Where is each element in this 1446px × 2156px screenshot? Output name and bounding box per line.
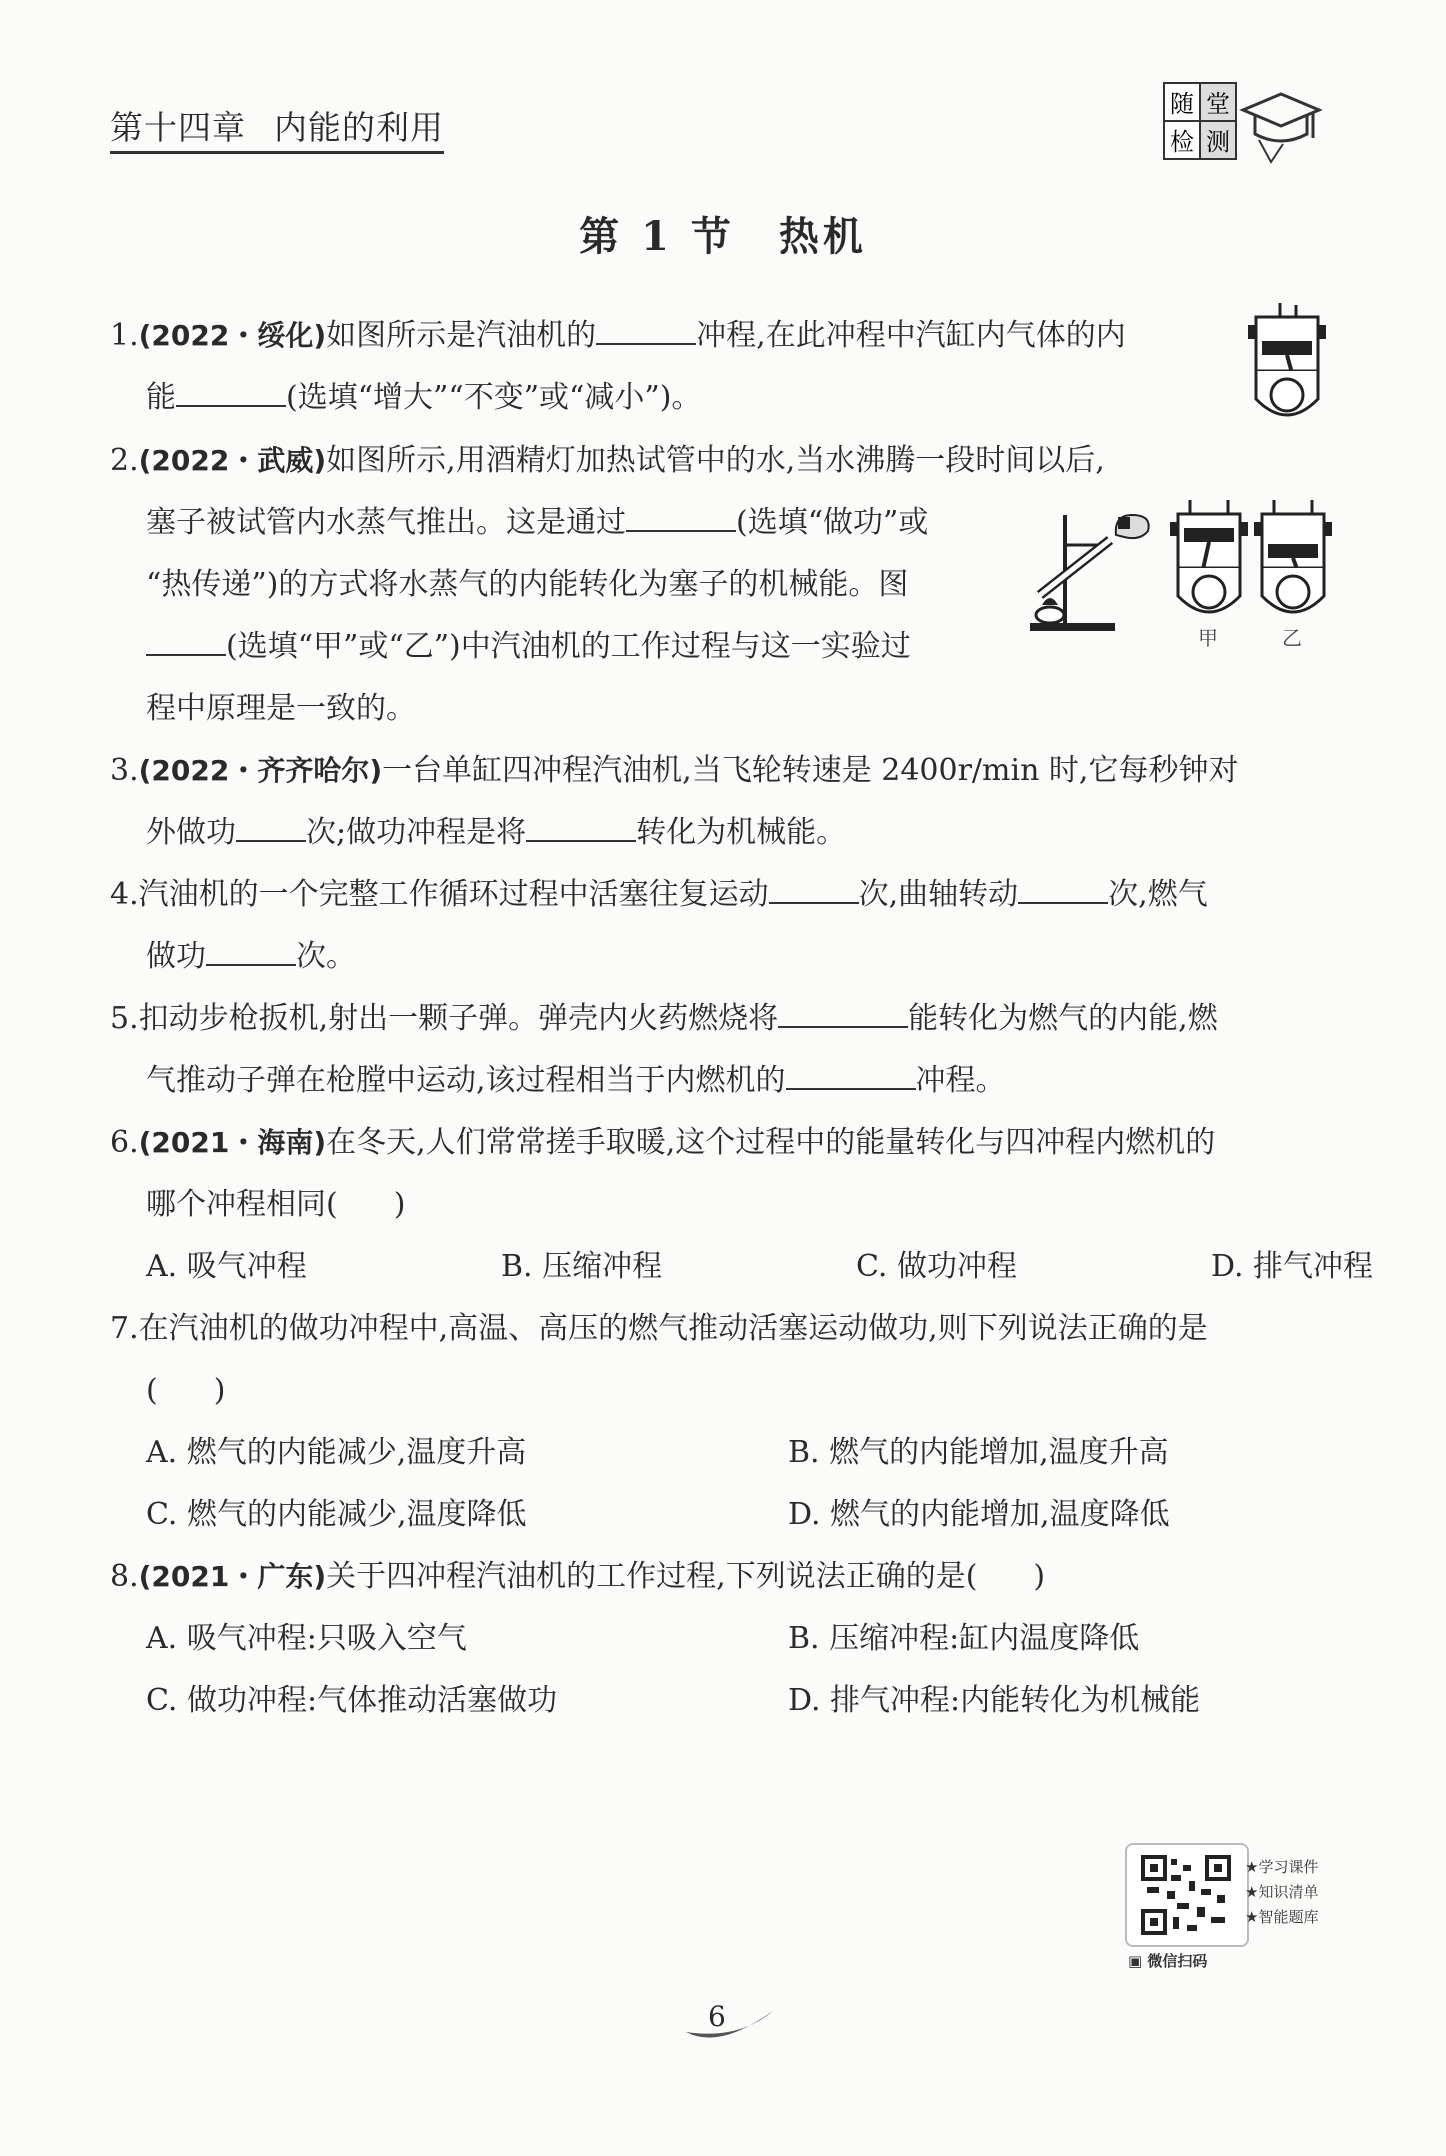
- qr-caption: ▣ 微信扫码: [1128, 1952, 1208, 1970]
- badge-char-3: 检: [1170, 128, 1194, 156]
- answer-blank[interactable]: [206, 934, 296, 966]
- chapter-header: [110, 102, 444, 154]
- question-source: (2022・绥化): [138, 319, 327, 352]
- answer-blank[interactable]: [626, 500, 736, 532]
- badge-char-4: 测: [1206, 128, 1230, 156]
- question-source: (2021・广东): [138, 1560, 327, 1593]
- option-b[interactable]: B. 压缩冲程:缸内温度降低: [788, 1621, 1140, 1656]
- qr-code-box[interactable]: [1125, 1843, 1249, 1947]
- qr-feature-item: ★知识清单: [1245, 1883, 1319, 1901]
- badge-char-1: 随: [1170, 90, 1194, 118]
- question-8: 8.(2021・广东)关于四冲程汽油机的工作过程,下列说法正确的是( ) A. 吸气冲程:只吸入空气 B. 压缩冲程:缸内温度降低 C. 做功冲程:气体推动活塞做功 D. 排气冲程:内能转化为机械能: [110, 1546, 1430, 1732]
- answer-blank[interactable]: [778, 996, 908, 1028]
- test-tube-experiment-figure: [1020, 505, 1160, 635]
- option-c[interactable]: C. 燃气的内能减少,温度降低: [146, 1497, 527, 1532]
- qr-feature-item: ★学习课件: [1245, 1858, 1319, 1876]
- page-number: 6: [708, 2000, 726, 2033]
- page-number-swoosh-icon: [680, 2000, 780, 2050]
- graduation-cap-icon: [1243, 94, 1319, 162]
- figure-label-b: 乙: [1282, 626, 1302, 650]
- question-source: (2022・齐齐哈尔): [138, 754, 383, 787]
- chapter-topic: 内能的利用: [274, 108, 444, 147]
- qr-feature-item: ★智能题库: [1245, 1908, 1319, 1926]
- qr-code-icon: [1127, 1845, 1247, 1945]
- option-b[interactable]: B. 压缩冲程: [501, 1249, 663, 1284]
- question-1: 1.(2022・绥化)如图所示是汽油机的 冲程,在此冲程中汽缸内气体的内 能 (选填“增大”“不变”或“减小”)。: [110, 305, 1230, 429]
- option-d[interactable]: D. 排气冲程:内能转化为机械能: [788, 1683, 1201, 1718]
- option-c[interactable]: C. 做功冲程:气体推动活塞做功: [146, 1683, 558, 1718]
- question-3: 3.(2022・齐齐哈尔)一台单缸四冲程汽油机,当飞轮转速是 2400r/min 时,它每秒钟对 外做功 次;做功冲程是将 转化为机械能。: [110, 753, 1239, 850]
- engine-figure-a: [1168, 500, 1250, 624]
- answer-blank[interactable]: [786, 1058, 916, 1090]
- answer-blank[interactable]: [236, 810, 306, 842]
- question-7: 7.在汽油机的做功冲程中,高温、高压的燃气推动活塞运动做功,则下列说法正确的是 ( ) A. 燃气的内能减少,温度升高 B. 燃气的内能增加,温度升高 C. 燃气的内能减少,温度降低 D. 燃气的内能增加,温度降低: [110, 1298, 1430, 1546]
- option-d[interactable]: D. 燃气的内能增加,温度降低: [788, 1497, 1170, 1532]
- answer-blank[interactable]: [596, 313, 696, 345]
- section-title: 第 1 节 热机: [579, 213, 867, 260]
- figure-label-a: 甲: [1198, 626, 1218, 650]
- answer-blank[interactable]: [526, 810, 636, 842]
- scan-icon: ▣: [1128, 1952, 1148, 1970]
- question-6: 6.(2021・海南)在冬天,人们常常搓手取暖,这个过程中的能量转化与四冲程内燃机的 哪个冲程相同( ) A. 吸气冲程 B. 压缩冲程 C. 做功冲程 D. 排气冲程: [110, 1112, 1446, 1298]
- engine-figure: [1246, 303, 1328, 427]
- question-source: (2021・海南): [138, 1126, 327, 1159]
- badge-char-2: 堂: [1206, 90, 1230, 118]
- option-d[interactable]: D. 排气冲程: [1211, 1249, 1374, 1284]
- answer-blank[interactable]: [769, 872, 859, 904]
- option-a[interactable]: A. 吸气冲程:只吸入空气: [146, 1621, 467, 1656]
- answer-blank[interactable]: [176, 375, 286, 407]
- option-a[interactable]: A. 燃气的内能减少,温度升高: [146, 1435, 527, 1470]
- question-5: 5.扣动步枪扳机,射出一颗子弹。弹壳内火药燃烧将 能转化为燃气的内能,燃 气推动子弹在枪膛中运动,该过程相当于内燃机的 冲程。: [110, 988, 1218, 1112]
- practice-badge: [1163, 82, 1323, 164]
- qr-feature-list: [1245, 1855, 1318, 1930]
- answer-blank[interactable]: [146, 624, 226, 656]
- option-b[interactable]: B. 燃气的内能增加,温度升高: [788, 1435, 1169, 1470]
- question-4: 4.汽油机的一个完整工作循环过程中活塞往复运动 次,曲轴转动 次,燃气 做功 次。: [110, 864, 1208, 988]
- engine-figure-b: [1252, 500, 1334, 624]
- option-a[interactable]: A. 吸气冲程: [146, 1249, 307, 1284]
- option-c[interactable]: C. 做功冲程: [856, 1249, 1017, 1284]
- question-source: (2022・武威): [138, 444, 327, 477]
- chapter-number: 第十四章: [110, 108, 246, 147]
- question-2: 2.(2022・武威)如图所示,用酒精灯加热试管中的水,当水沸腾一段时间以后, 塞子被试管内水蒸气推出。这是通过 (选填“做功”或 “热传递”)的方式将水蒸气的内能转化为塞子的机械能。图 (选填“甲”或“乙”)中汽油机的工作过程与这一实验过 程中原理是一致的。: [110, 443, 1105, 726]
- answer-blank[interactable]: [1018, 872, 1108, 904]
